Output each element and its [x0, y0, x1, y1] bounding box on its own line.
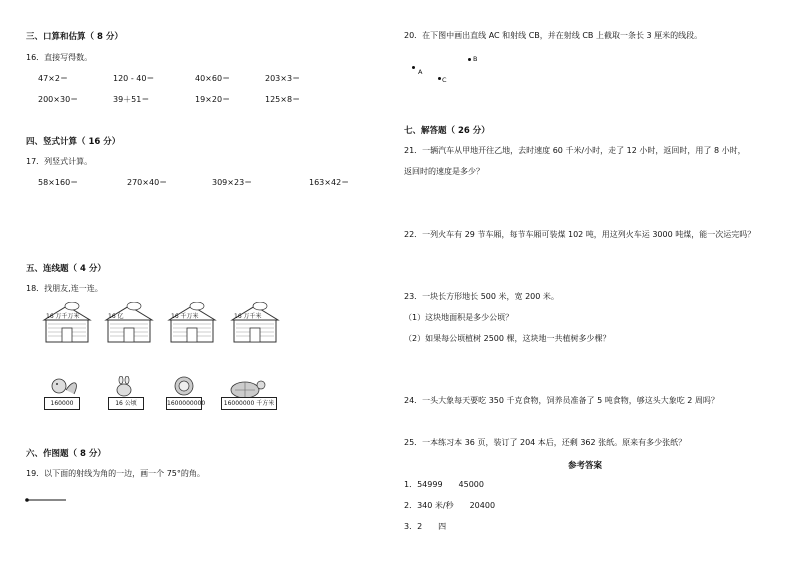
house-icon [40, 302, 94, 344]
answer-2: 2．340 米/秒 20400 [404, 501, 496, 510]
question-25: 25．一本练习本 36 页，装订了 204 本后，还剩 362 张纸。原来有多少张纸？ [404, 438, 687, 447]
answer-1: 1．54999 45000 [404, 480, 484, 489]
house-label: 16 万千米 [234, 313, 262, 320]
house-label: 16 千万米 [171, 313, 199, 320]
question-22: 22．一列火车有 29 节车厢，每节车厢可装煤 102 吨，用这列火车运 3000 吨煤，能一次运完吗？ [404, 230, 756, 239]
section-7-heading: 七、解答题（ 26 分） [404, 126, 490, 136]
vertical-calc-item: 163×42＝ [309, 178, 350, 187]
point-c-label: C [442, 76, 447, 84]
question-23: 23．一块长方形地长 500 米，宽 200 米。 [404, 292, 559, 301]
calc-item: 19×20＝ [195, 95, 231, 104]
squirrel-icon [44, 376, 106, 420]
question-21-line2: 返回时的速度是多少？ [404, 167, 484, 176]
answer-card: 160000 [44, 397, 80, 410]
question-17: 17．列竖式计算。 [26, 157, 93, 166]
calc-item: 200×30＝ [38, 95, 79, 104]
point-c-dot [438, 77, 441, 80]
rabbit-icon [108, 376, 170, 420]
calc-item: 47×2＝ [38, 74, 68, 83]
question-21-line1: 21．一辆汽车从甲地开往乙地，去时速度 60 千米/小时，走了 12 小时，返回时，用了 8 小时， [404, 146, 746, 155]
question-16: 16．直接写得数。 [26, 53, 93, 62]
section-5-heading: 五、连线题（ 4 分） [26, 264, 106, 274]
answer-card: 16 公顷 [108, 397, 144, 410]
turtle-icon [221, 376, 283, 420]
house-label: 16 亿 [108, 313, 124, 320]
answer-3: 3．2 四 [404, 522, 447, 531]
house-label: 16 万千万米 [46, 313, 80, 320]
answers-title: 参考答案 [568, 461, 603, 471]
vertical-calc-item: 58×160＝ [38, 178, 79, 187]
point-a-label: A [418, 68, 423, 76]
vertical-calc-item: 270×40＝ [127, 178, 168, 187]
point-b-dot [468, 58, 471, 61]
point-b-label: B [473, 55, 478, 63]
vertical-calc-item: 309×23＝ [212, 178, 253, 187]
calc-item: 203×3＝ [265, 74, 301, 83]
section-6-heading: 六、作图题（ 8 分） [26, 449, 106, 459]
section-4-heading: 四、竖式计算（ 16 分） [26, 137, 121, 147]
house-icon [228, 302, 282, 344]
section-3-heading: 三、口算和估算（ 8 分） [26, 32, 123, 42]
house-icon [165, 302, 219, 344]
point-a-dot [412, 66, 415, 69]
question-18: 18．找朋友,连一连。 [26, 284, 103, 293]
calc-item: 40×60＝ [195, 74, 231, 83]
calc-item: 125×8＝ [265, 95, 301, 104]
answer-card: 1600000000 [166, 397, 202, 410]
question-20: 20．在下图中画出直线 AC 和射线 CB，并在射线 CB 上截取一条长 3 厘米的线段。 [404, 31, 703, 40]
lion-icon [166, 376, 228, 420]
calc-item: 39＋51＝ [113, 95, 150, 104]
question-23-part1: （1）这块地面积是多少公顷？ [404, 313, 514, 322]
answer-card: 16000000 千方米 [221, 397, 277, 410]
calc-item: 120 - 40＝ [113, 74, 155, 83]
ray-diagram [24, 496, 68, 504]
house-icon [102, 302, 156, 344]
question-19: 19．以下面的射线为角的一边，画一个 75°的角。 [26, 469, 205, 478]
question-24: 24．一头大象每天要吃 350 千克食物，饲养员准备了 5 吨食物，够这头大象吃 2 周吗？ [404, 396, 719, 405]
question-23-part2: （2）如果每公顷植树 2500 棵，这块地一共植树多少棵？ [404, 334, 611, 343]
